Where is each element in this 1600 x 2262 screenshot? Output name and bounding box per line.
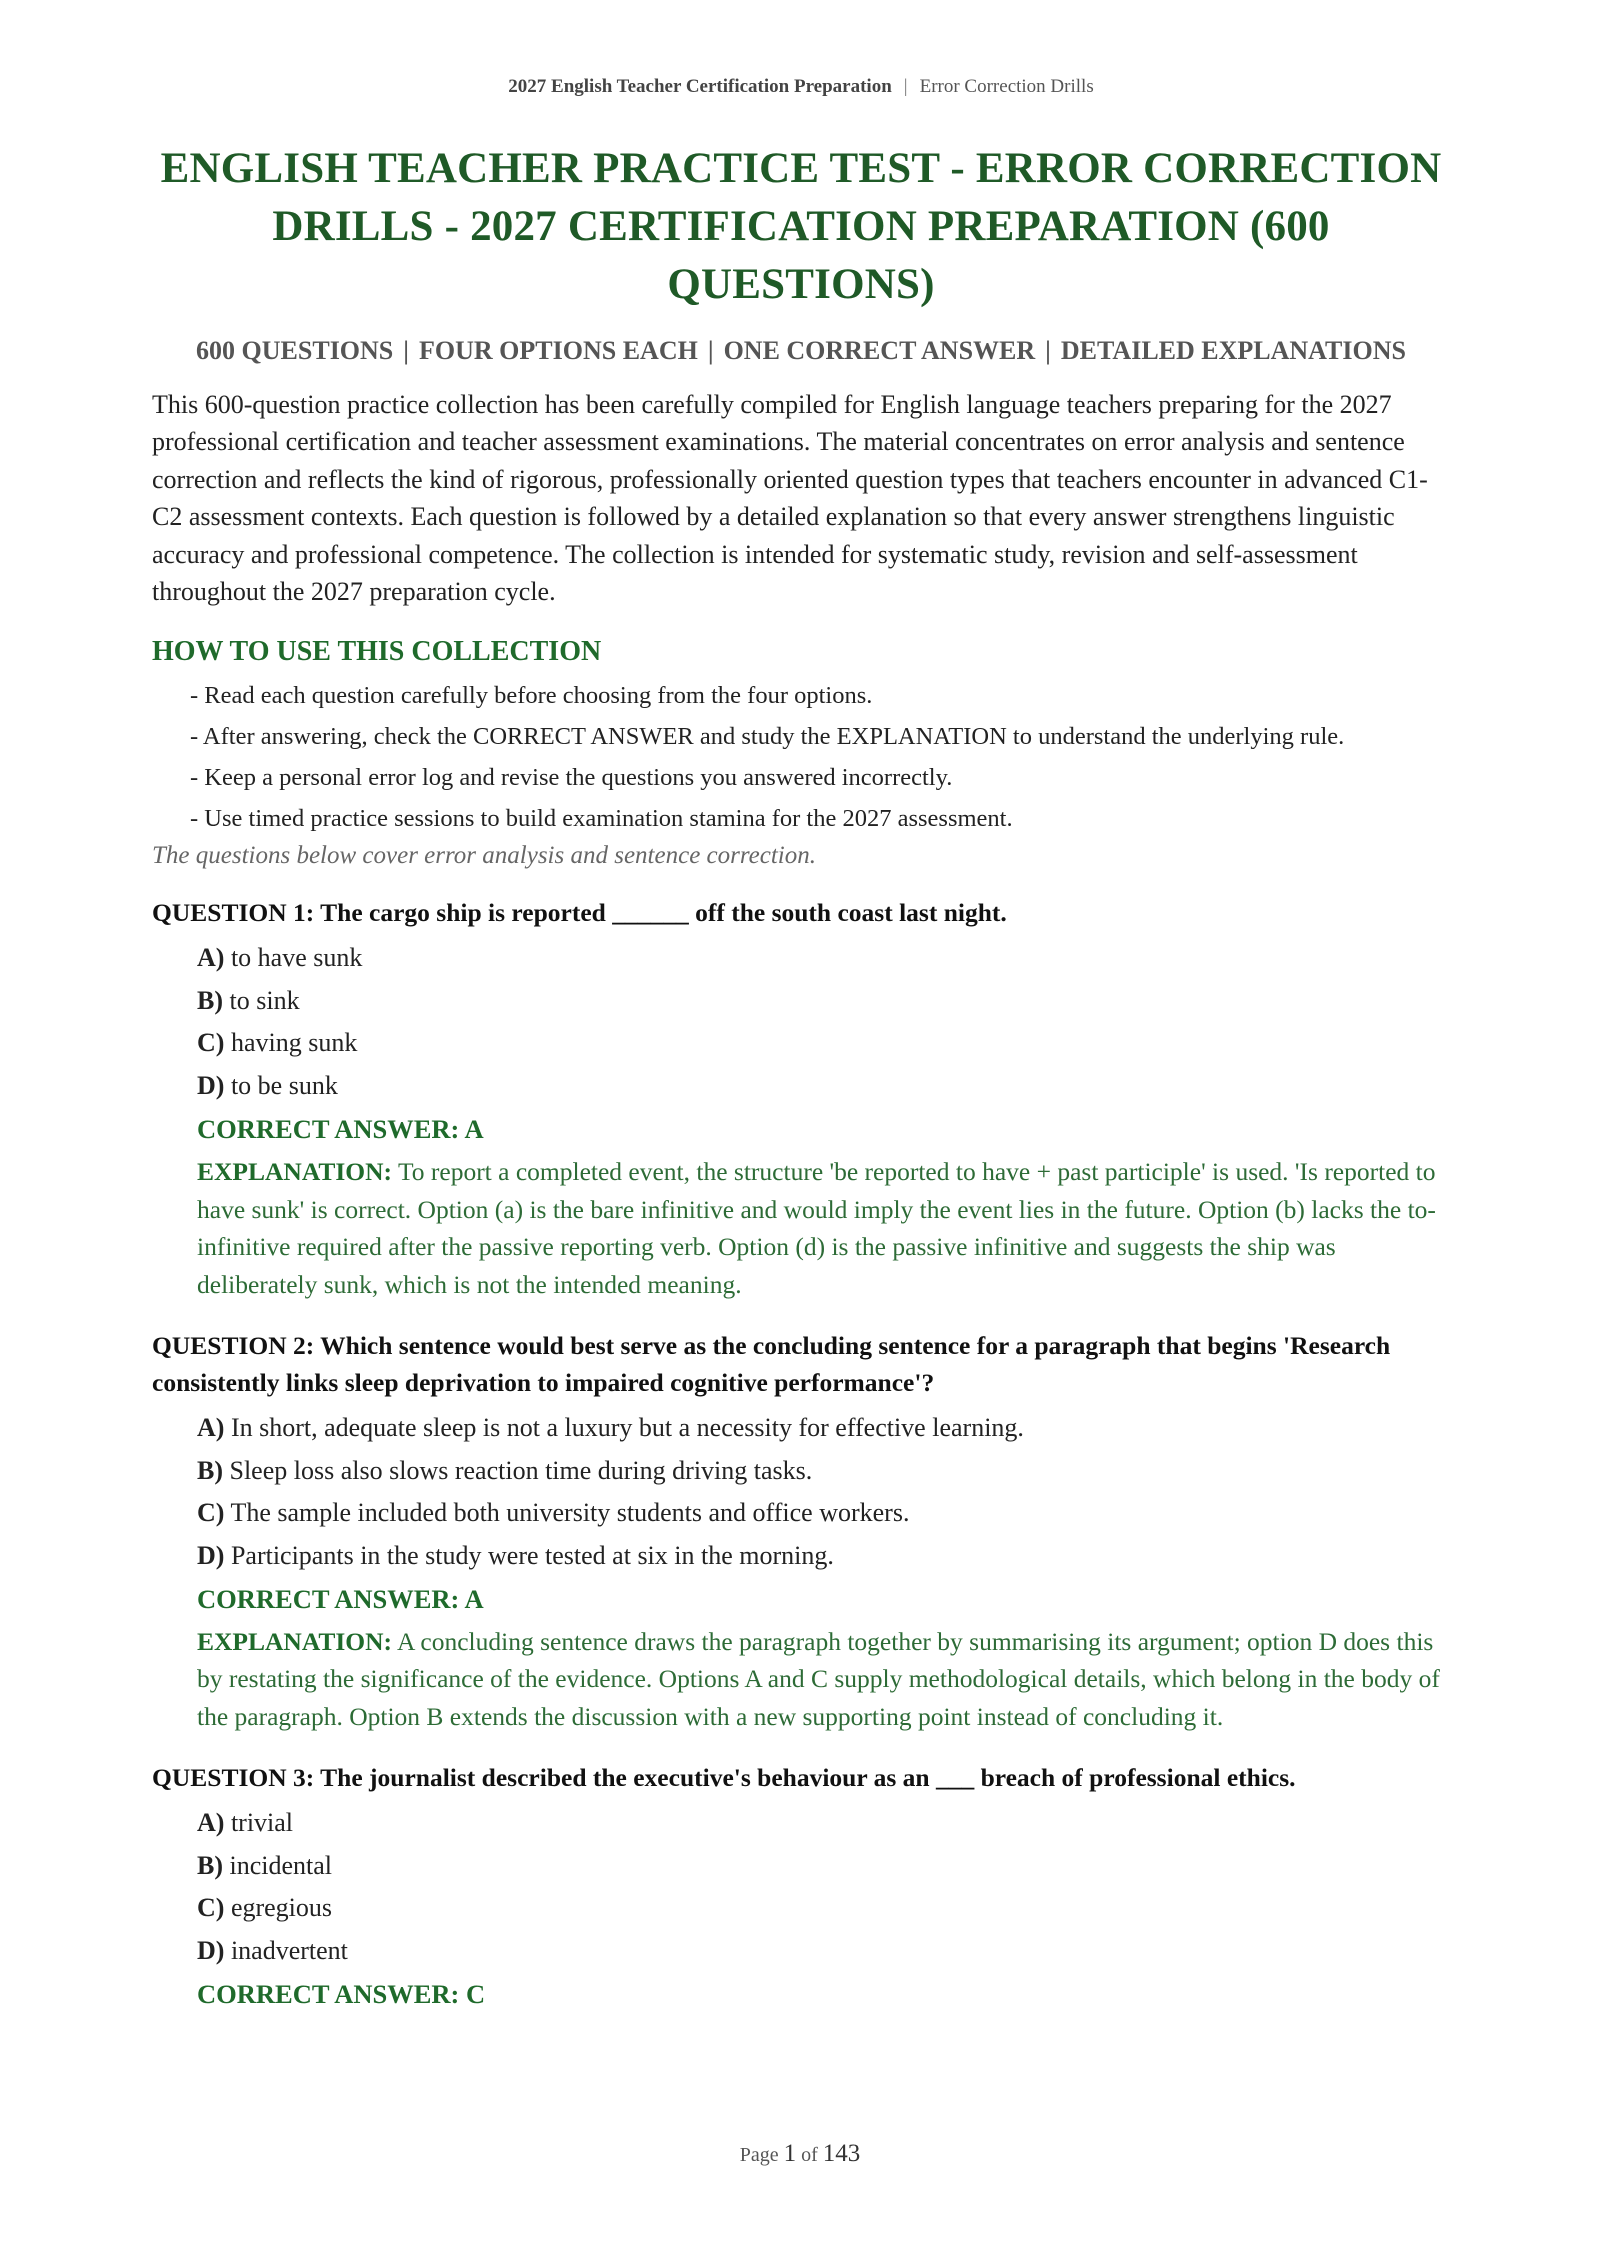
option-text: In short, adequate sleep is not a luxury but a necessity for effective learning. xyxy=(224,1413,1024,1443)
how-to-item: - After answering, check the CORRECT ANSWER and study the EXPLANATION to understand the underlying rule. xyxy=(190,723,1345,751)
option-b xyxy=(197,1450,1450,1493)
option-c xyxy=(197,1492,1450,1535)
subtitle-separator: | xyxy=(707,336,714,365)
option-list xyxy=(197,1407,1450,1577)
option-text: egregious xyxy=(224,1893,333,1923)
option-letter: A) xyxy=(197,1808,225,1838)
subtitle-item: DETAILED EXPLANATIONS xyxy=(1060,336,1406,365)
option-text: to sink xyxy=(223,985,300,1015)
option-letter: C) xyxy=(197,1893,225,1923)
header-left-text: 2027 English Teacher Certification Preparation xyxy=(508,76,892,97)
subtitle-item: 600 QUESTIONS xyxy=(196,336,394,365)
option-a xyxy=(197,1407,1450,1450)
intro-paragraph: This 600-question practice collection has been carefully compiled for English language teachers preparing for the 2027 professional certification and teacher assessment examinations. The material concentrates on error analysis and sentence correction and reflects the kind of rigorous, professionally oriented question types that teachers encounter in advanced C1-C2 assessment contexts. Each question is followed by a detailed explanation so that every answer strengthens linguistic accuracy and professional competence. The collection is intended for systematic study, revision and self-assessment throughout the 2027 preparation cycle. xyxy=(152,390,1428,607)
option-a xyxy=(197,937,1450,980)
explanation-label: EXPLANATION: xyxy=(197,1627,393,1657)
option-letter: D) xyxy=(197,1935,225,1965)
page-label: Page xyxy=(739,2144,779,2166)
explanation-text: To report a completed event, the structure 'be reported to have + past participle' is used. 'Is reported to have sunk' is correct. Option (a) is the bare infinitive and would imply the event lies in the future. Option (b) lacks the to-infinitive required after the passive reporting verb. Option (d) is the passive infinitive and suggests the ship was deliberately sunk, which is not the intended meaning. xyxy=(197,1157,1436,1299)
option-b xyxy=(197,1845,1450,1888)
option-letter: D) xyxy=(197,1540,225,1570)
scope-note: The questions below cover error analysis and sentence correction. xyxy=(152,842,817,870)
header-right-text: Error Correction Drills xyxy=(919,76,1094,97)
option-text: to be sunk xyxy=(224,1070,338,1100)
correct-answer: CORRECT ANSWER: A xyxy=(197,1584,484,1615)
option-c xyxy=(197,1022,1450,1065)
document-subtitle xyxy=(152,336,1450,366)
subtitle-separator: | xyxy=(1045,336,1051,365)
page-footer xyxy=(0,2140,1600,2168)
document-title: ENGLISH TEACHER PRACTICE TEST - ERROR CORRECTION DRILLS - 2027 CERTIFICATION PREPARATION (600 QUESTIONS) xyxy=(160,145,1442,308)
how-to-list xyxy=(190,678,1450,837)
how-to-heading: HOW TO USE THIS COLLECTION xyxy=(152,636,602,668)
question-stem: QUESTION 1: The cargo ship is reported ______ off the south coast last night. xyxy=(152,898,1007,928)
option-text: Sleep loss also slows reaction time during driving tasks. xyxy=(223,1455,813,1485)
page-of-label: of xyxy=(801,2144,818,2166)
option-letter: B) xyxy=(197,1455,223,1485)
option-a xyxy=(197,1802,1450,1845)
option-letter: D) xyxy=(197,1070,225,1100)
option-text: incidental xyxy=(223,1850,333,1880)
how-to-item: - Use timed practice sessions to build examination stamina for the 2027 assessment. xyxy=(190,805,1013,833)
option-list xyxy=(197,1802,1450,1972)
option-text: The sample included both university students and office workers. xyxy=(224,1498,910,1528)
option-text: inadvertent xyxy=(224,1935,348,1965)
how-to-item: - Read each question carefully before choosing from the four options. xyxy=(190,682,873,710)
explanation xyxy=(197,1623,1450,1735)
question-3 xyxy=(152,1759,1450,2014)
option-text: trivial xyxy=(224,1808,294,1838)
option-letter: A) xyxy=(197,943,225,973)
option-letter: A) xyxy=(197,1413,225,1443)
total-pages: 143 xyxy=(822,2140,861,2167)
question-stem: QUESTION 2: Which sentence would best serve as the concluding sentence for a paragraph that begins 'Research consistently links sleep deprivation to impaired cognitive performance'? xyxy=(152,1331,1391,1398)
option-letter: B) xyxy=(197,1850,223,1880)
option-d xyxy=(197,1930,1450,1973)
option-text: having sunk xyxy=(224,1028,358,1058)
option-letter: B) xyxy=(197,985,223,1015)
correct-answer: CORRECT ANSWER: C xyxy=(197,1979,486,2010)
explanation xyxy=(197,1153,1450,1303)
option-text: to have sunk xyxy=(224,943,363,973)
subtitle-separator: | xyxy=(403,336,410,365)
option-c xyxy=(197,1887,1450,1930)
correct-answer: CORRECT ANSWER: A xyxy=(197,1114,484,1145)
running-header xyxy=(152,0,1450,102)
option-d xyxy=(197,1535,1450,1578)
question-2 xyxy=(152,1327,1450,1735)
option-letter: C) xyxy=(197,1498,225,1528)
question-1 xyxy=(152,894,1450,1303)
option-list xyxy=(197,937,1450,1107)
explanation-text: A concluding sentence draws the paragraph together by summarising its argument; option D does this by restating the significance of the evidence. Options A and C supply methodological details, which belong in the body of the paragraph. Option B extends the discussion with a new supporting point instead of concluding it. xyxy=(197,1627,1440,1731)
explanation-label: EXPLANATION: xyxy=(197,1157,393,1187)
how-to-item: - Keep a personal error log and revise the questions you answered incorrectly. xyxy=(190,764,953,792)
option-b xyxy=(197,980,1450,1023)
question-stem: QUESTION 3: The journalist described the executive's behaviour as an ___ breach of professional ethics. xyxy=(152,1763,1296,1793)
subtitle-item: ONE CORRECT ANSWER xyxy=(723,336,1036,365)
option-letter: C) xyxy=(197,1028,225,1058)
header-separator: | xyxy=(903,76,908,97)
subtitle-item: FOUR OPTIONS EACH xyxy=(419,336,698,365)
option-d xyxy=(197,1065,1450,1108)
current-page-number: 1 xyxy=(783,2140,797,2167)
option-text: Participants in the study were tested at six in the morning. xyxy=(224,1540,834,1570)
